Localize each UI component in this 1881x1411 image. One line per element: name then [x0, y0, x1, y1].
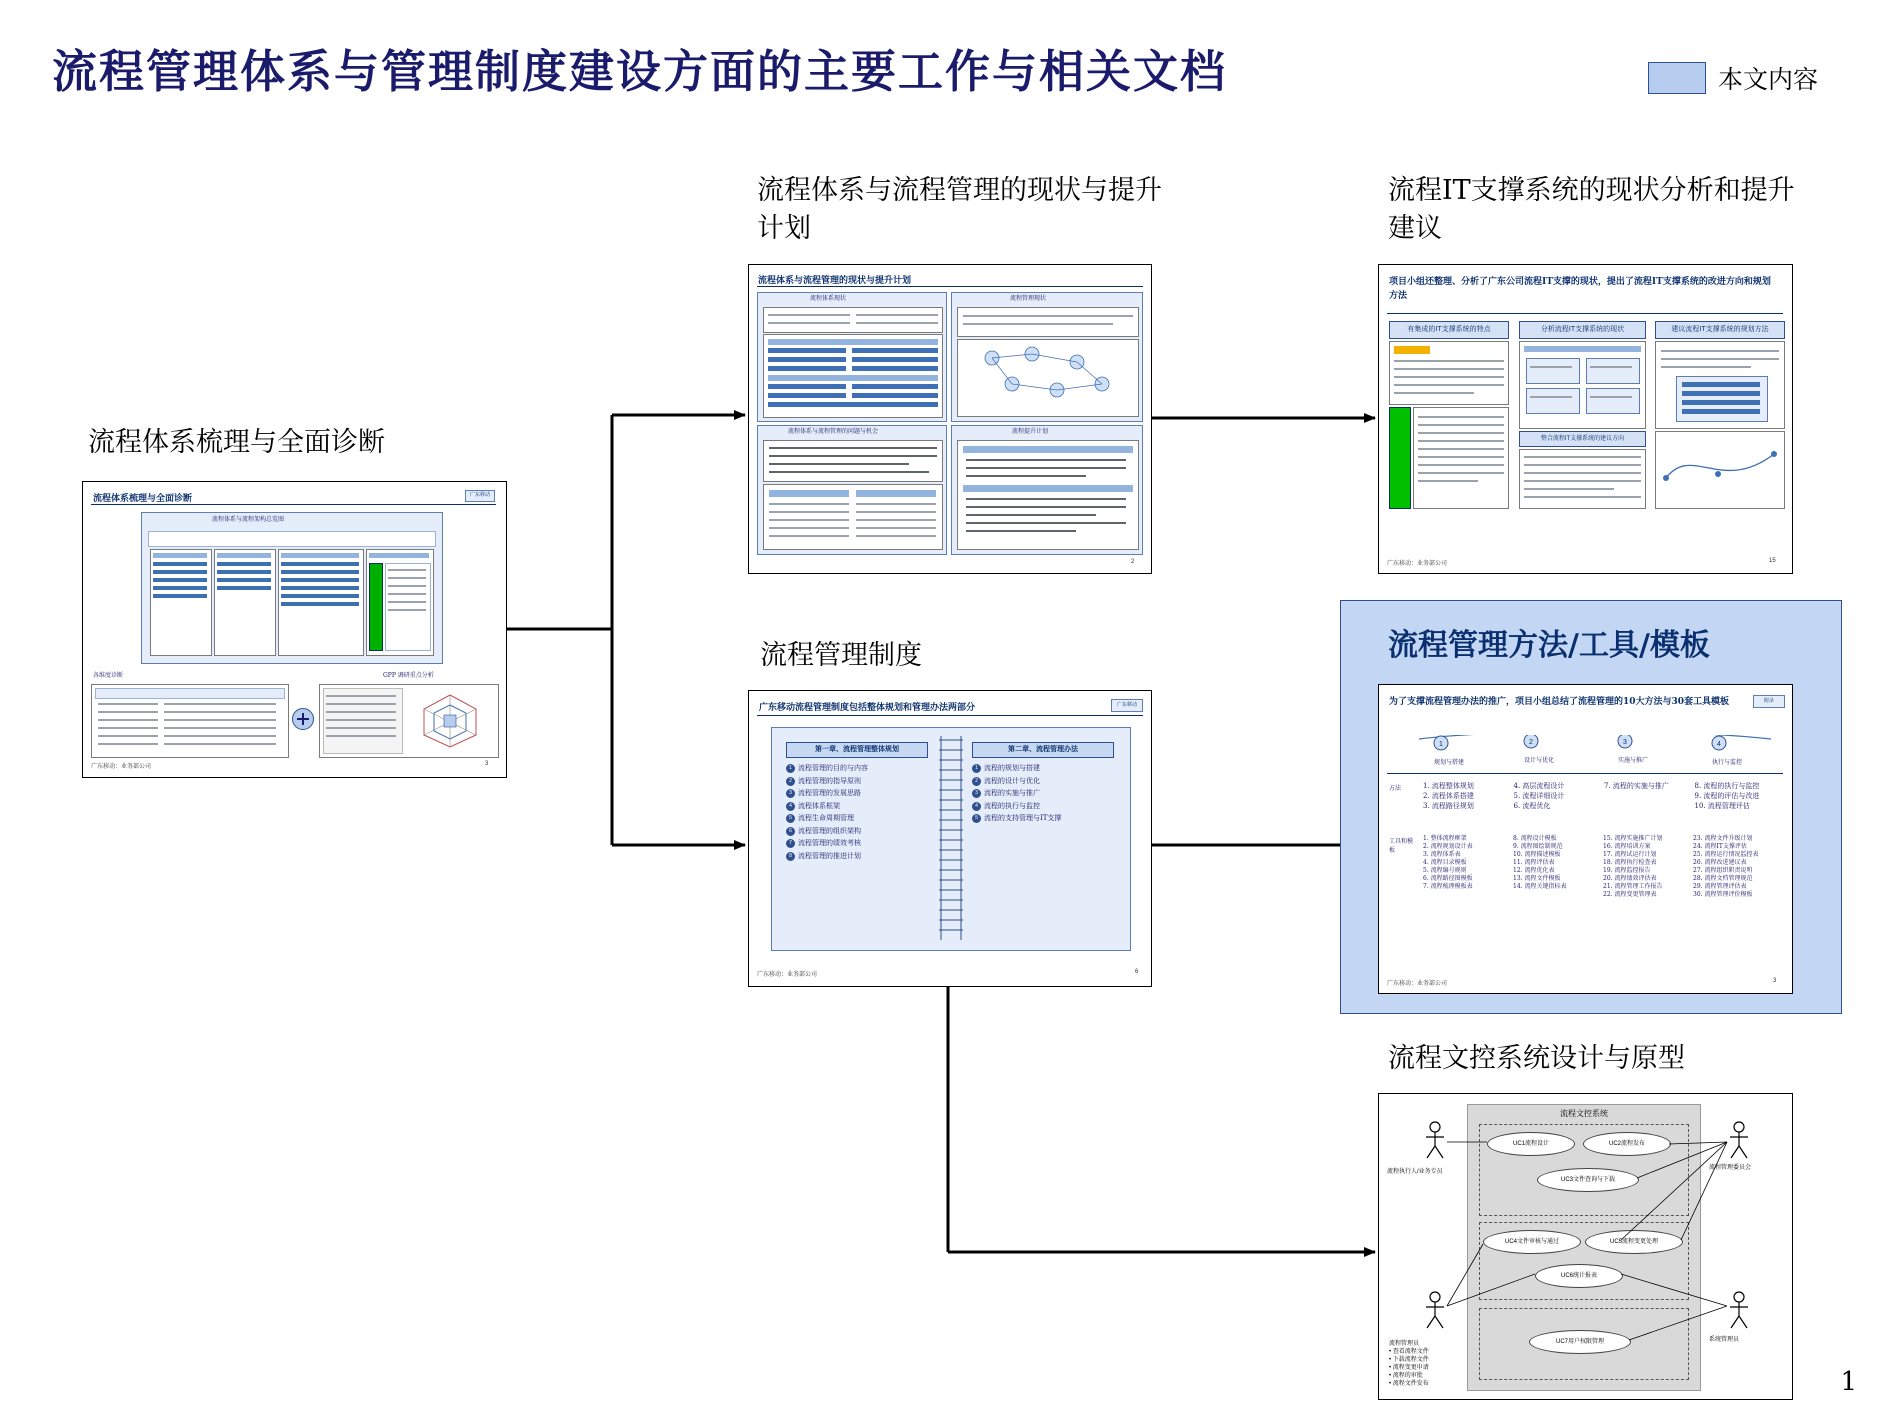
list-item-label: 流程的规划与搭建: [984, 764, 1040, 772]
actor-bottom-left-label: 流程管理员: [1389, 1341, 1420, 1347]
list-item-label: 流程管理的组织架构: [798, 826, 861, 835]
methods-page: 3: [1773, 978, 1777, 984]
list-item-number: 1: [786, 764, 795, 773]
methods-phase-4: 执行与监控: [1711, 759, 1742, 766]
doc-control-system-label: 流程文控系统: [1560, 1109, 1608, 1118]
note-item: • 下载流程文件: [1389, 1357, 1429, 1363]
legend-swatch: [1648, 62, 1706, 94]
method-item: 4. 高层流程设计: [1513, 782, 1565, 790]
methods-column: [1514, 781, 1599, 811]
svg-text:3: 3: [1623, 739, 1627, 746]
usecase-4: UC4文件审核与通过: [1483, 1230, 1581, 1254]
diagnosis-sub-left: 各维度诊断: [93, 672, 124, 679]
list-item: [786, 852, 934, 861]
usecase-3: UC3文件查询与下载: [1537, 1168, 1639, 1192]
actor-right-label: 流程管理委员会: [1709, 1165, 1752, 1171]
it-support-box-c: 建议流程IT支撑系统的规划方法: [1655, 321, 1785, 339]
it-support-box-d: 整合流程IT支撑系统的建议方向: [1519, 431, 1646, 447]
thumbnail-status-plan[interactable]: [748, 264, 1152, 574]
caption-it-support: 流程IT支撑系统的现状分析和提升建议: [1388, 175, 1795, 244]
status-plan-sub-b: 流程管理现状: [1010, 295, 1047, 302]
list-item-number: 4: [972, 802, 981, 811]
list-item-number: 6: [786, 827, 795, 836]
list-item: [972, 802, 1122, 811]
diagnosis-slide-title: 流程体系梳理与全面诊断: [93, 494, 193, 504]
diagnosis-page: 3: [485, 761, 489, 767]
actor-bottom-right-label: 系统管理员: [1709, 1337, 1740, 1343]
status-plan-sub-c: 流程体系与流程管理的问题与机会: [788, 428, 879, 435]
list-item: [972, 789, 1122, 798]
note-item: • 查看流程文件: [1389, 1349, 1429, 1355]
thumbnail-it-support[interactable]: [1378, 264, 1793, 574]
method-item: 2. 流程体系搭建: [1423, 792, 1474, 800]
it-support-page: 15: [1769, 558, 1776, 564]
caption-doc-control: 流程文控系统设计与原型: [1388, 1043, 1685, 1074]
mgmt-page: 6: [1135, 969, 1139, 975]
svg-text:4: 4: [1717, 741, 1721, 748]
methods-column: [1423, 781, 1508, 811]
method-item: 5. 流程详细设计: [1513, 792, 1565, 800]
list-item-number: 3: [786, 789, 795, 798]
list-item-number: 5: [786, 814, 795, 823]
method-item: 1. 流程整体规划: [1423, 782, 1474, 790]
methods-phase-2: 设计与优化: [1523, 757, 1554, 764]
list-item-label: 流程管理的推进计划: [798, 851, 861, 860]
list-item-label: 流程生命周期管理: [798, 814, 854, 822]
it-support-box-b: 分析流程IT支撑系统的现状: [1519, 321, 1646, 339]
list-item-number: 2: [786, 777, 795, 786]
diagnosis-badge: 广东移动: [465, 490, 495, 502]
legend-label: 本文内容: [1718, 65, 1819, 94]
methods-footer: 广东移动：业务部公司: [1387, 981, 1448, 987]
note-item: • 流程文件发布: [1389, 1381, 1429, 1387]
mgmt-footer: 广东移动：业务部公司: [757, 972, 818, 978]
list-item: [786, 802, 934, 811]
mgmt-badge: 广东移动: [1111, 699, 1143, 712]
caption-status-plan: 流程体系与流程管理的现状与提升计划: [757, 175, 1162, 244]
svg-text:1: 1: [1439, 741, 1443, 748]
list-item: [786, 827, 934, 836]
list-item-number: 2: [972, 777, 981, 786]
method-item: 3. 流程路径规划: [1423, 802, 1474, 810]
list-item-label: 流程的实施与推广: [984, 789, 1040, 797]
actor-left-label: 流程执行人/业务专员: [1387, 1169, 1443, 1175]
method-item: 10. 流程管理评估: [1694, 802, 1750, 810]
usecase-5: UC5流程变更处理: [1585, 1230, 1683, 1254]
caption-methods: 流程管理方法/工具/模板: [1388, 628, 1710, 663]
status-plan-sub-a: 流程体系现状: [810, 295, 847, 302]
usecase-2: UC2流程发布: [1583, 1132, 1671, 1156]
it-support-box-a: 有集成的IT支撑系统的特点: [1389, 321, 1509, 339]
list-item-number: 3: [972, 789, 981, 798]
list-item-label: 流程体系框架: [798, 801, 840, 810]
caption-mgmt-system: 流程管理制度: [760, 640, 922, 671]
thumbnail-mgmt-system[interactable]: [748, 690, 1152, 987]
status-plan-slide-title: 流程体系与流程管理的现状与提升计划: [758, 276, 912, 286]
methods-badge: 附录: [1753, 695, 1785, 708]
methods-label-tools: 工具和模板: [1389, 838, 1414, 854]
mgmt-col2-title: 第二章、流程管理办法: [972, 742, 1114, 758]
it-support-footer: 广东移动：业务部公司: [1387, 561, 1448, 567]
list-item-number: 5: [972, 814, 981, 823]
caption-diagnosis: 流程体系梳理与全面诊断: [88, 427, 385, 458]
list-item: [786, 814, 934, 823]
list-item-label: 流程的支持管理与IT支撑: [984, 814, 1062, 822]
list-item-label: 流程管理的目的与内容: [798, 764, 868, 772]
mgmt-col2-list: [972, 764, 1122, 827]
methods-phase-3: 实施与推广: [1617, 757, 1648, 764]
methods-label-methods: 方法: [1389, 785, 1402, 792]
thumbnail-diagnosis[interactable]: [82, 481, 507, 778]
list-item-number: 8: [786, 852, 795, 861]
page-title: 流程管理体系与管理制度建设方面的主要工作与相关文档: [52, 45, 1228, 98]
mgmt-col1-list: [786, 764, 934, 864]
list-item-number: 4: [786, 802, 795, 811]
legend: [1648, 60, 1818, 96]
note-item: • 流程的审批: [1389, 1373, 1423, 1379]
it-support-lead: 项目小组还整理、分析了广东公司流程IT支撑的现状，提出了流程IT支撑系统的改进方向和规划方法: [1389, 277, 1771, 301]
methods-lead: 为了支撑流程管理办法的推广，项目小组总结了流程管理的10大方法与30套工具模板: [1389, 697, 1730, 707]
diagnosis-footer: 广东移动：业务部公司: [91, 764, 152, 770]
list-item-label: 流程的执行与监控: [984, 801, 1040, 810]
list-item: [972, 777, 1122, 786]
method-item: 7. 流程的实施与推广: [1604, 782, 1669, 790]
mgmt-col1-title: 第一章、流程管理整体规划: [786, 742, 928, 758]
list-item: [786, 764, 934, 773]
note-item: • 流程变更申请: [1389, 1365, 1429, 1371]
list-item-number: 1: [972, 764, 981, 773]
method-item: 6. 流程优化: [1513, 802, 1551, 810]
methods-grid: [1423, 781, 1779, 811]
plus-icon: [292, 708, 314, 730]
svg-text:2: 2: [1529, 739, 1533, 746]
methods-column: [1604, 781, 1689, 811]
list-item-label: 流程管理的绩效考核: [798, 839, 861, 847]
mgmt-slide-title: 广东移动流程管理制度包括整体规划和管理办法两部分: [759, 703, 976, 713]
status-plan-sub-d: 流程提升计划: [1012, 428, 1049, 435]
thumbnail-doc-control[interactable]: [1378, 1093, 1793, 1400]
list-item: [972, 814, 1122, 823]
method-item: 8. 流程的执行与监控: [1694, 782, 1760, 790]
list-item: [972, 764, 1122, 773]
list-item: [786, 839, 934, 848]
thumbnail-methods[interactable]: 为了支撑流程管理办法的推广，项目小组总结了流程管理的10大方法与30套工具模板 附录 1 2 3 4 规划与搭建 设计与优化 实施与推广 执行与监控 方法 工具和模板 1. 流程整体规划 2. 流程体系搭建 3. 流程路径规划 4. 高层流程设计 5. 流程详细设计 6. 流程优化 7. 流程的实施与推广 8. 流程的执行与监控 9. 流程的评估与改进 10. 流程管理评估 1. 整体流程框架 2. 流程规划设计表 3. 流程体系表 4. 流程目录模板 5. 流程编号规则 6. 流程路径图模板 7. 流程梳理模板表 8. 流程设计模板 9. 流程图绘制规范 10. 流程描述模板 11. 流程评估表 12. 流程优化表 13. 流程文件模板 14. 流程关键指标表 15. 流程实施推广计划 16. 流程培训方案 17. 流程试运行计划 18. 流程执行检查表 19. 流程监控报告 20. 流程绩效评估表 21. 流程管理工作报告 22. 流程变更管理表 23. 流程文件升级计划 24. 流程IT支撑评估 25. 流程运行情况监控表 26. 流程改进建议表 27. 流程组织职责说明 28. 流程文档管理规范 29. 流程管理评估表 30. 流程管理评价模板 广东移动：业务部公司 3: [1378, 684, 1793, 994]
list-item: [786, 789, 934, 798]
list-item-label: 流程管理的指导原则: [798, 776, 861, 785]
methods-column: [1695, 781, 1780, 811]
usecase-6: UC6统计报表: [1535, 1264, 1623, 1288]
method-item: 9. 流程的评估与改进: [1694, 792, 1760, 800]
diagnosis-sub-right: GPP 调研重点分析: [383, 672, 434, 679]
page-number: 1: [1840, 1367, 1857, 1397]
usecase-1: UC1流程设计: [1487, 1132, 1575, 1156]
diagnosis-sub-mid: 流程体系与流程架构总览图: [212, 516, 285, 523]
list-item: [786, 777, 934, 786]
list-item-number: 7: [786, 839, 795, 848]
status-plan-page: 2: [1131, 559, 1135, 565]
methods-phase-1: 规划与搭建: [1433, 759, 1464, 766]
usecase-7: UC7用户权限管理: [1529, 1330, 1631, 1354]
list-item-label: 流程管理的发展思路: [798, 789, 861, 797]
list-item-label: 流程的设计与优化: [984, 776, 1040, 785]
